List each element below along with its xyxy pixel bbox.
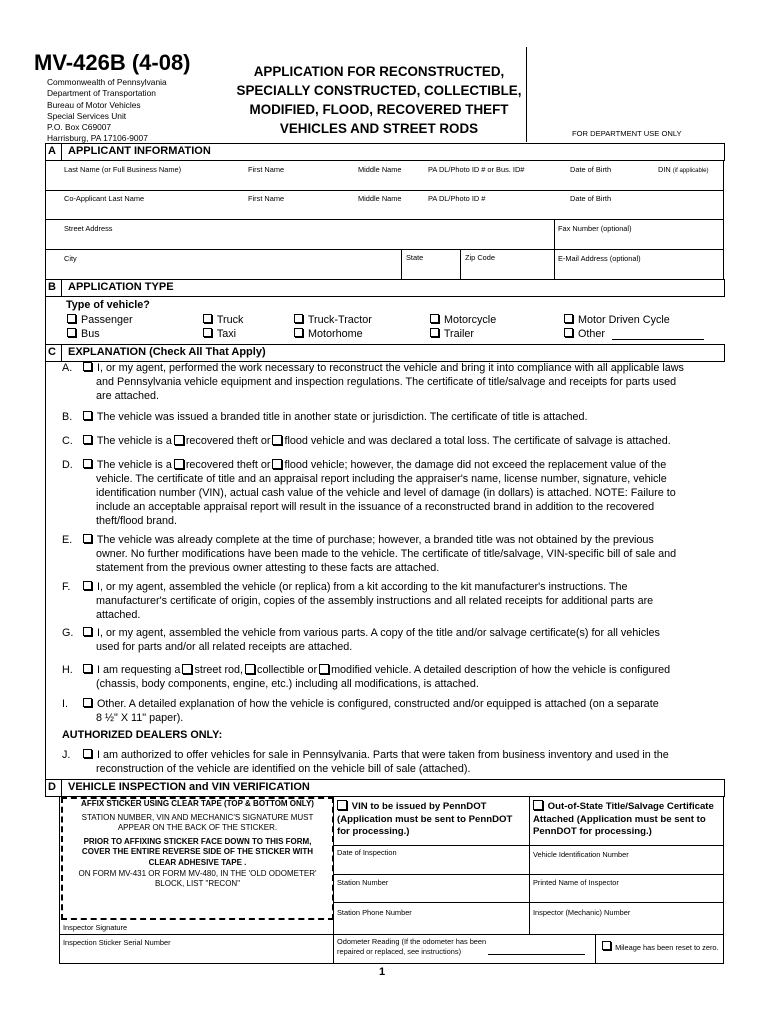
explanation-item-e: E. The vehicle was already complete at the time of purchase; however, a branded title was not obtained by the previous owner. No further modifications have been made to the vehicle. The certificate of title/salvage, VIN-specific bill of sale and statement from the previous owner attesting to these facts are attached. xyxy=(62,534,677,574)
vehicle-type-question: Type of vehicle? xyxy=(66,299,150,311)
sticker-area[interactable]: AFFIX STICKER USING CLEAR TAPE (TOP & BOTTOM ONLY) STATION NUMBER, VIN AND MECHANIC'S SIGNATURE MUST APPEAR ON THE BACK OF THE STICKER. PRIOR TO AFFIXING STICKER FACE DOWN TO THIS FORM, COVER THE ENTIRE REVERSE SIDE OF THE STICKER WITH CLEAR ADHESIVE TAPE . ON FORM MV-431 OR FORM MV-480, IN THE 'OLD ODOMETER' BLOCK, LIST "RECON" xyxy=(61,797,334,920)
option-passenger[interactable]: Passenger xyxy=(66,313,133,327)
agency-address: Commonwealth of Pennsylvania Department of Transportation Bureau of Motor Vehicles Special Services Unit P.O. Box C69007 Harrisburg, PA 17106-9007 xyxy=(47,77,167,144)
sticker-serial-field[interactable]: Inspection Sticker Serial Number xyxy=(63,938,171,947)
option-truck-tractor[interactable]: Truck-Tractor xyxy=(293,313,372,327)
mileage-reset-option[interactable]: Mileage has been reset to zero. xyxy=(601,941,719,952)
explanation-item-a: A. I, or my agent, performed the work necessary to reconstruct the vehicle and bring it into compliance with all applicable laws and Pennsylvania vehicle equipment and inspection regulations. The certificate of title/salvage and receipts for parts used are attached. xyxy=(62,362,684,402)
checkbox-icon[interactable] xyxy=(564,328,573,337)
checkbox-icon[interactable] xyxy=(533,800,543,810)
explanation-item-j: J. I am authorized to offer vehicles for sale in Pennsylvania. Parts that were taken from business inventory and used in the reconstruction of the vehicle are identified on the vehicle bill of sale (attached). xyxy=(62,749,669,775)
section-b-header: B APPLICATION TYPE xyxy=(45,279,725,297)
explanation-item-h: H. I am requesting a street rod, collectible or modified vehicle. A detailed description of how the vehicle is configured (chassis, body components, engine, etc.) including all modifications, is attached. xyxy=(62,664,671,690)
section-d-right-border xyxy=(723,796,724,964)
first-name-field[interactable]: First Name xyxy=(248,165,285,174)
col-line xyxy=(595,934,596,964)
option-bus[interactable]: Bus xyxy=(66,327,100,341)
checkbox-icon[interactable] xyxy=(83,459,92,468)
fax-field[interactable]: Fax Number (optional) xyxy=(558,224,632,233)
din-field[interactable]: DIN (if applicable) xyxy=(658,165,709,174)
checkbox-icon[interactable] xyxy=(245,664,255,674)
section-c-left-border xyxy=(45,361,46,779)
checkbox-icon[interactable] xyxy=(272,459,282,469)
checkbox-icon[interactable] xyxy=(67,328,76,337)
explanation-item-i: I. Other. A detailed explanation of how the vehicle is configured, constructed and/or equipped is attached (on a separate 8 ½" X 11" paper). xyxy=(62,698,659,724)
explanation-item-f: F. I, or my agent, assembled the vehicle (or replica) from a kit according to the kit manufacturer's instructions. The manufacturer's certificate of origin, copies of the assembly instructions and all related receipts for additional parts are attached. xyxy=(62,581,654,621)
printed-name-field[interactable]: Printed Name of Inspector xyxy=(533,878,619,887)
section-b-left-border xyxy=(45,296,46,344)
option-motorcycle[interactable]: Motorcycle xyxy=(429,313,496,327)
checkbox-icon[interactable] xyxy=(83,698,92,707)
checkbox-icon[interactable] xyxy=(83,627,92,636)
col-line xyxy=(460,249,461,280)
co-middle-name-field[interactable]: Middle Name xyxy=(358,194,402,203)
section-d-header: D VEHICLE INSPECTION and VIN VERIFICATION xyxy=(45,779,725,797)
section-a-left-border xyxy=(45,160,46,280)
co-pa-dl-field[interactable]: PA DL/Photo ID # xyxy=(428,194,486,203)
option-taxi[interactable]: Taxi xyxy=(202,327,236,341)
explanation-item-d: D. The vehicle is a recovered theft or flood vehicle; however, the damage did not exceed the replacement value of the vehicle. The certificate of title and an appraisal report including the appraiser's name, license number, signature, vehicle identification number (VIN), actual cash value of the vehicle and level of damage (in dollars) is attached. NOTE: Failure to include an acceptable appraisal report will result in the issuance of a reconstructed brand in addition to the recovered theft/flood brand. xyxy=(62,459,676,527)
odometer-blank-line[interactable] xyxy=(488,954,585,955)
col-line xyxy=(333,796,334,964)
inspector-signature-field[interactable]: Inspector Signature xyxy=(63,923,128,932)
checkbox-icon[interactable] xyxy=(430,314,439,323)
state-field[interactable]: State xyxy=(406,253,424,262)
explanation-item-g: G. I, or my agent, assembled the vehicle from various parts. A copy of the title and/or salvage certificate(s) for all vehicles used for parts and/or all related receipts are attached. xyxy=(62,627,660,653)
station-number-field[interactable]: Station Number xyxy=(337,878,389,887)
checkbox-icon[interactable] xyxy=(564,314,573,323)
checkbox-icon[interactable] xyxy=(83,534,92,543)
form-title: APPLICATION FOR RECONSTRUCTED, SPECIALLY CONSTRUCTED, COLLECTIBLE, MODIFIED, FLOOD, RECOVERED THEFT VEHICLES AND STREET RODS xyxy=(236,64,522,136)
section-c-header: C EXPLANATION (Check All That Apply) xyxy=(45,344,725,362)
checkbox-icon[interactable] xyxy=(602,941,611,950)
checkbox-icon[interactable] xyxy=(83,664,92,673)
checkbox-icon[interactable] xyxy=(430,328,439,337)
option-trailer[interactable]: Trailer xyxy=(429,327,474,341)
inspector-number-field[interactable]: Inspector (Mechanic) Number xyxy=(533,908,631,917)
zip-field[interactable]: Zip Code xyxy=(465,253,495,262)
form-number: MV-426B (4-08) xyxy=(34,50,191,75)
row-line xyxy=(45,249,724,250)
date-of-inspection-field[interactable]: Date of Inspection xyxy=(337,848,397,857)
section-a-header: A APPLICANT INFORMATION xyxy=(45,143,725,161)
option-motorhome[interactable]: Motorhome xyxy=(293,327,363,341)
pa-dl-field[interactable]: PA DL/Photo ID # or Bus. ID# xyxy=(428,165,525,174)
city-field[interactable]: City xyxy=(64,254,77,263)
row-line xyxy=(45,219,724,220)
section-d-left-border xyxy=(59,796,60,964)
row-line xyxy=(59,934,724,935)
checkbox-icon[interactable] xyxy=(83,581,92,590)
row-line xyxy=(45,190,724,191)
checkbox-icon[interactable] xyxy=(67,314,76,323)
co-applicant-last-name-field[interactable]: Co-Applicant Last Name xyxy=(64,194,145,203)
checkbox-icon[interactable] xyxy=(319,664,329,674)
col-line xyxy=(529,796,530,934)
co-first-name-field[interactable]: First Name xyxy=(248,194,285,203)
checkbox-icon[interactable] xyxy=(83,411,92,420)
checkbox-icon[interactable] xyxy=(83,435,92,444)
vin-field[interactable]: Vehicle Identification Number xyxy=(533,850,629,859)
explanation-item-b: B. The vehicle was issued a branded title in another state or jurisdiction. The certificate of title is attached. xyxy=(62,411,588,423)
page-number: 1 xyxy=(379,966,386,978)
row-line xyxy=(333,874,724,875)
checkbox-icon[interactable] xyxy=(83,362,92,371)
row-line xyxy=(333,902,724,903)
section-d-bottom-border xyxy=(59,963,724,964)
row-line xyxy=(333,845,724,846)
checkbox-icon[interactable] xyxy=(203,314,212,323)
dept-use-label: FOR DEPARTMENT USE ONLY xyxy=(572,129,682,138)
option-motor-driven-cycle[interactable]: Motor Driven Cycle xyxy=(563,313,670,327)
col-line xyxy=(401,249,402,280)
other-blank-line[interactable] xyxy=(612,339,704,340)
checkbox-icon[interactable] xyxy=(337,800,347,810)
street-address-field[interactable]: Street Address xyxy=(64,224,113,233)
option-other[interactable]: Other xyxy=(563,327,605,341)
vin-by-penndot-option[interactable]: VIN to be issued by PennDOT (Application must be sent to PennDOT for processing.) xyxy=(337,801,513,838)
checkbox-icon[interactable] xyxy=(174,435,184,445)
explanation-item-c: C. The vehicle is a recovered theft or flood vehicle and was declared a total loss. The certificate of salvage is attached. xyxy=(62,435,671,447)
checkbox-icon[interactable] xyxy=(294,314,303,323)
out-of-state-title-option[interactable]: Out-of-State Title/Salvage Certificate Attached (Application must be sent to PennDOT for processing.) xyxy=(533,801,714,838)
middle-name-field[interactable]: Middle Name xyxy=(358,165,402,174)
odometer-reading-field[interactable]: Odometer Reading (If the odometer has been repaired or replaced, see instructions) xyxy=(337,937,487,956)
checkbox-icon[interactable] xyxy=(272,435,282,445)
dob-field[interactable]: Date of Birth xyxy=(570,165,612,174)
email-field[interactable]: E-Mail Address (optional) xyxy=(558,254,641,263)
header-divider xyxy=(526,47,527,142)
station-phone-field[interactable]: Station Phone Number xyxy=(337,908,412,917)
authorized-dealers-heading: AUTHORIZED DEALERS ONLY: xyxy=(62,729,223,741)
checkbox-icon[interactable] xyxy=(174,459,184,469)
co-dob-field[interactable]: Date of Birth xyxy=(570,194,612,203)
last-name-field[interactable]: Last Name (or Full Business Name) xyxy=(64,165,182,174)
checkbox-icon[interactable] xyxy=(182,664,192,674)
section-a-right-border xyxy=(723,160,724,280)
option-truck[interactable]: Truck xyxy=(202,313,243,327)
checkbox-icon[interactable] xyxy=(83,749,92,758)
checkbox-icon[interactable] xyxy=(203,328,212,337)
checkbox-icon[interactable] xyxy=(294,328,303,337)
